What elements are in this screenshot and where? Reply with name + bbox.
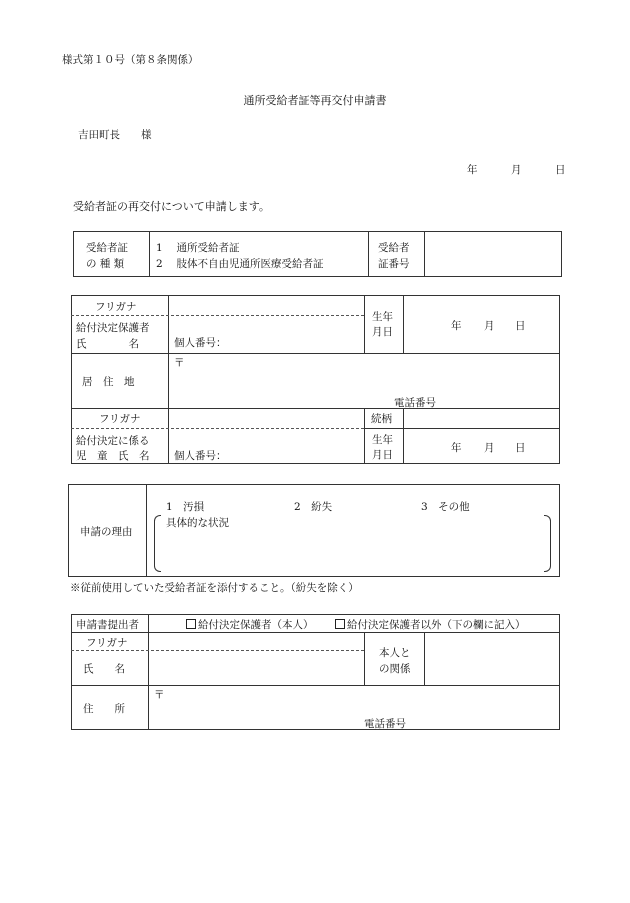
guardian-furigana-field[interactable] (174, 297, 360, 313)
reason-option-3[interactable]: 3 その他 (421, 501, 470, 513)
checkbox-icon[interactable] (335, 619, 345, 629)
divider (149, 231, 150, 277)
date-month-label: 月 (511, 164, 522, 176)
divider (403, 408, 404, 464)
submitter-postal-mark: 〒 (154, 689, 165, 701)
address-label: 居 住 地 (82, 376, 135, 388)
guardian-birth-label-1: 生年 (372, 311, 393, 323)
submitter-relation-label-2: の関係 (379, 663, 411, 675)
relation-label: 続柄 (371, 413, 392, 425)
reason-label: 申請の理由 (80, 526, 133, 538)
child-birth-label-1: 生年 (372, 434, 393, 446)
divider (71, 685, 560, 686)
cert-type-label-2: の 種 類 (86, 258, 125, 270)
guardian-name-label-1: 給付決定保護者 (76, 322, 150, 334)
submitter-self-checkbox[interactable] (186, 617, 314, 632)
guardian-birth-month: 月 (484, 320, 495, 332)
divider (424, 632, 425, 685)
reason-detail-field[interactable] (166, 532, 538, 566)
submitter-furigana-field[interactable] (154, 634, 360, 648)
submitter-phone-label: 電話番号 (364, 718, 406, 730)
submitter-label: 申請書提出者 (76, 619, 139, 631)
cert-option-1: 1 通所受給者証 (156, 242, 240, 254)
submitter-name-label: 氏 名 (83, 663, 125, 675)
child-name-label-1: 給付決定に係る (76, 435, 150, 447)
addressee: 吉田町長 様 (78, 129, 152, 141)
page-title: 通所受給者証等再交付申請書 (243, 94, 387, 107)
child-birth-month: 月 (484, 442, 495, 454)
reason-option-1[interactable]: 1 汚損 (166, 501, 205, 513)
submitter-address-label: 住 所 (83, 703, 125, 715)
bracket-right (544, 515, 551, 572)
submitter-relation-field[interactable] (430, 638, 554, 680)
divider (364, 632, 365, 685)
phone-label: 電話番号 (394, 397, 436, 409)
reason-option-2[interactable]: 2 紛失 (294, 501, 333, 513)
date-year-label: 年 (467, 164, 478, 176)
submitter-relation-label-1: 本人と (379, 647, 411, 659)
cert-type-label-1: 受給者証 (86, 242, 128, 254)
child-birth-year: 年 (451, 442, 462, 454)
submitter-name-field[interactable] (154, 654, 360, 680)
divider (403, 295, 404, 353)
divider (424, 231, 425, 277)
submitter-other-label: 給付決定保護者以外（下の欄に記入） (347, 619, 526, 631)
submitter-self-label: 給付決定保護者（本人） (198, 619, 314, 631)
attachment-note: ※従前使用していた受給者証を添付すること。（紛失を除く） (70, 582, 359, 594)
dashed-divider (71, 428, 364, 429)
address-field[interactable] (174, 370, 554, 388)
submitter-address-field[interactable] (154, 700, 554, 714)
guardian-personal-number-label: 個人番号： (174, 337, 227, 349)
cert-number-label-1: 受給者 (378, 242, 410, 254)
checkbox-icon[interactable] (186, 619, 196, 629)
child-furigana-field[interactable] (174, 410, 360, 426)
bracket-left (154, 515, 161, 572)
divider (368, 231, 369, 277)
cert-option-2: 2 肢体不自由児通所医療受給者証 (156, 258, 324, 270)
dashed-divider (71, 315, 364, 316)
submitter-furigana-label: フリガナ (86, 637, 128, 649)
form-number: 様式第１０号（第８条関係） (62, 54, 199, 66)
divider (71, 408, 560, 409)
postal-mark: 〒 (174, 357, 185, 369)
date-day-label: 日 (555, 164, 566, 176)
dashed-divider (71, 650, 364, 651)
child-name-label-2: 児 童 氏 名 (76, 450, 150, 462)
cert-number-label-2: 証番号 (378, 258, 410, 270)
child-birth-day: 日 (515, 442, 526, 454)
guardian-furigana-label: フリガナ (95, 301, 137, 313)
child-personal-number-label: 個人番号： (174, 450, 227, 462)
divider (71, 353, 560, 354)
child-furigana-label: フリガナ (99, 413, 141, 425)
cert-number-field[interactable] (430, 238, 556, 270)
guardian-birth-year: 年 (451, 320, 462, 332)
divider (168, 295, 169, 464)
relation-field[interactable] (408, 410, 556, 426)
guardian-birth-label-2: 月日 (372, 326, 393, 338)
divider (364, 408, 365, 464)
divider (146, 484, 147, 577)
divider (71, 632, 560, 633)
intro-text: 受給者証の再交付について申請します。 (73, 200, 270, 213)
guardian-name-label-2: 氏 名 (76, 338, 139, 350)
reason-detail-label: 具体的な状況 (166, 517, 229, 529)
submitter-other-checkbox[interactable] (335, 617, 526, 632)
divider (364, 428, 560, 429)
divider (364, 295, 365, 353)
guardian-birth-day: 日 (515, 320, 526, 332)
child-birth-label-2: 月日 (372, 449, 393, 461)
